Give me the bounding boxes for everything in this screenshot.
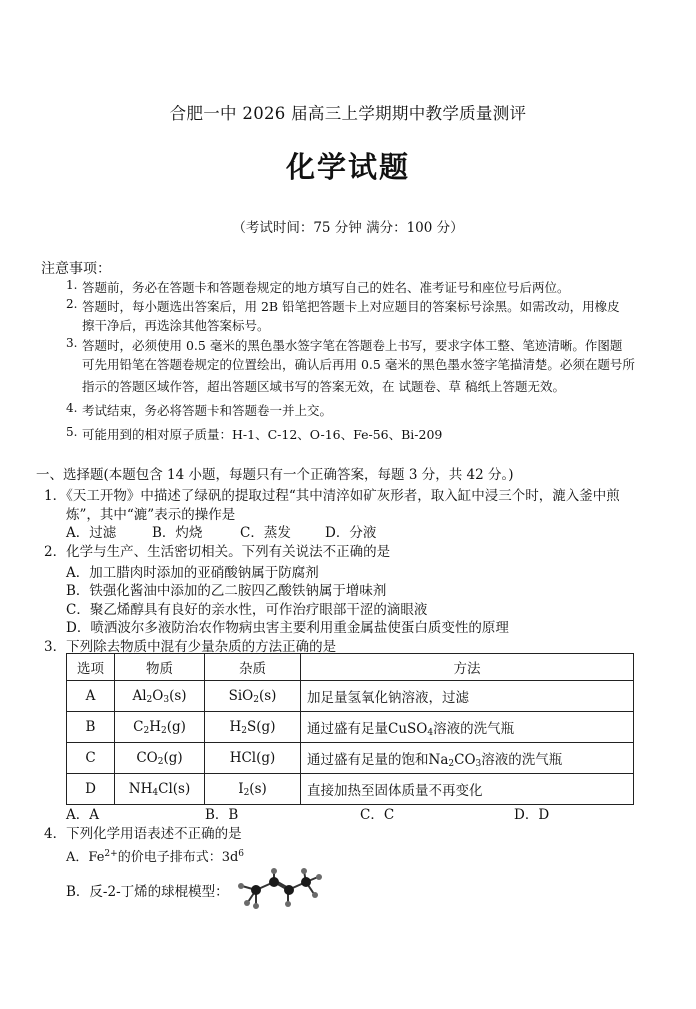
cell-method: 通过盛有足量CuSO$_4$溶液的洗气瓶 (301, 712, 634, 743)
header-substance: 物质 (115, 654, 205, 681)
q3-option-b: B．B (205, 807, 239, 823)
note-line: 擦干净后，再选涂其他答案标号。 (82, 318, 270, 333)
cell-substance: $NH_4Cl(s)$ (115, 774, 205, 805)
question-4-stem: 4．下列化学用语表述不正确的是 (44, 826, 242, 842)
cell-option: B (67, 712, 115, 743)
cell-option: D (67, 774, 115, 805)
cell-option: A (67, 681, 115, 712)
cell-option: C (67, 743, 115, 774)
q3-option-a: A．A (66, 807, 99, 823)
q2-option-b: B．铁强化酱油中添加的乙二胺四乙酸铁钠属于增味剂 (66, 583, 387, 599)
note-line: 可先用铅笔在答题卷规定的位置绘出，确认后再用 0.5 毫米的黑色墨水签字笔描清楚。必须在题号所 (82, 357, 635, 372)
notes-heading: 注意事项： (41, 261, 111, 277)
header-option: 选项 (67, 654, 115, 681)
note-line: 答题时，每小题选出答案后，用 2B 铅笔把答题卡上对应题目的答案标号涂黑。如需改动，用橡皮 (82, 299, 620, 314)
exam-info: （考试时间：75 分钟 满分：100 分） (232, 220, 464, 236)
cell-substance: $CO_2(g)$ (115, 743, 205, 774)
note-number: 5. (66, 425, 78, 439)
q2-option-c: C．聚乙烯醇具有良好的亲水性，可作治疗眼部干涩的滴眼液 (66, 602, 428, 618)
cell-impurity: $H_2S(g)$ (205, 712, 301, 743)
header-impurity: 杂质 (205, 654, 301, 681)
cell-method: 加足量氢氧化钠溶液，过滤 (301, 681, 634, 712)
table-row (67, 743, 634, 774)
cell-impurity: HCl(g) (205, 743, 301, 774)
question-1-line-2: 炼”，其中“漉”表示的操作是 (66, 507, 236, 523)
question-3-stem: 3．下列除去物质中混有少量杂质的方法正确的是 (44, 639, 337, 655)
table-row (67, 774, 634, 805)
q1-option-a: A．过滤 (66, 525, 117, 541)
note-line: 指示的答题区域作答，超出答题区域书写的答案无效，在 试题卷、草 稿纸上答题无效。 (82, 379, 565, 394)
q1-option-d: D．分液 (325, 525, 377, 541)
impurity-removal-table (66, 653, 634, 805)
q4-option-a: A．$Fe^{2+}$的价电子排布式：$3d^6$ (66, 849, 245, 865)
q1-option-c: C．蒸发 (240, 525, 291, 541)
school-line: 合肥一中 2026 届高三上学期期中教学质量测评 (169, 104, 527, 123)
q2-option-d: D．喷洒波尔多液防治农作物病虫害主要利用重金属盐使蛋白质变性的原理 (66, 620, 509, 636)
cell-impurity: $I_2(s)$ (205, 774, 301, 805)
q1-option-b: B．灼烧 (152, 525, 203, 541)
note-number: 1. (66, 278, 78, 292)
note-number: 4. (66, 401, 78, 415)
q3-option-d: D．D (514, 807, 550, 823)
note-number: 3. (66, 336, 78, 350)
note-line: 可能用到的相对原子质量：H-1、C-12、O-16、Fe-56、Bi-209 (82, 427, 443, 442)
q2-option-a: A．加工腊肉时添加的亚硝酸钠属于防腐剂 (66, 565, 319, 581)
note-line: 答题时，必须使用 0.5 毫米的黑色墨水签字笔在答题卷上书写，要求字体工整、笔迹清晰。作图题 (82, 338, 623, 353)
note-line: 考试结束，务必将答题卡和答题卷一并上交。 (82, 403, 333, 418)
trans-2-butene-ball-stick-model-icon (234, 868, 324, 912)
cell-substance: $Al_2O_3(s)$ (115, 681, 205, 712)
cell-method: 直接加热至固体质量不再变化 (301, 774, 634, 805)
note-line: 答题前，务必在答题卡和答题卷规定的地方填写自己的姓名、准考证号和座位号后两位。 (82, 280, 570, 295)
cell-impurity: SiO$_2$(s) (205, 681, 301, 712)
page-title: 化学试题 (285, 150, 410, 184)
header-method: 方法 (301, 654, 634, 681)
table-header-row (67, 654, 634, 681)
note-number: 2. (66, 297, 78, 311)
cell-substance: $C_2H_2(g)$ (115, 712, 205, 743)
cell-method: 通过盛有足量的饱和$Na_2CO_3$溶液的洗气瓶 (301, 743, 634, 774)
question-2-stem: 2．化学与生产、生活密切相关。下列有关说法不正确的是 (44, 544, 391, 560)
question-1-line-1: 1．《天工开物》中描述了绿矾的提取过程“其中清淬如矿灰形者，取入缸中浸三个时，漉入釜中煎 (44, 488, 620, 504)
table-row (67, 712, 634, 743)
q3-option-c: C．C (360, 807, 395, 823)
table-row (67, 681, 634, 712)
section-heading: 一、选择题(本题包含 14 小题，每题只有一个正确答案，每题 3 分，共 42 分。) (36, 467, 514, 483)
q4-option-b: B．反-2-丁烯的球棍模型： (66, 884, 229, 900)
